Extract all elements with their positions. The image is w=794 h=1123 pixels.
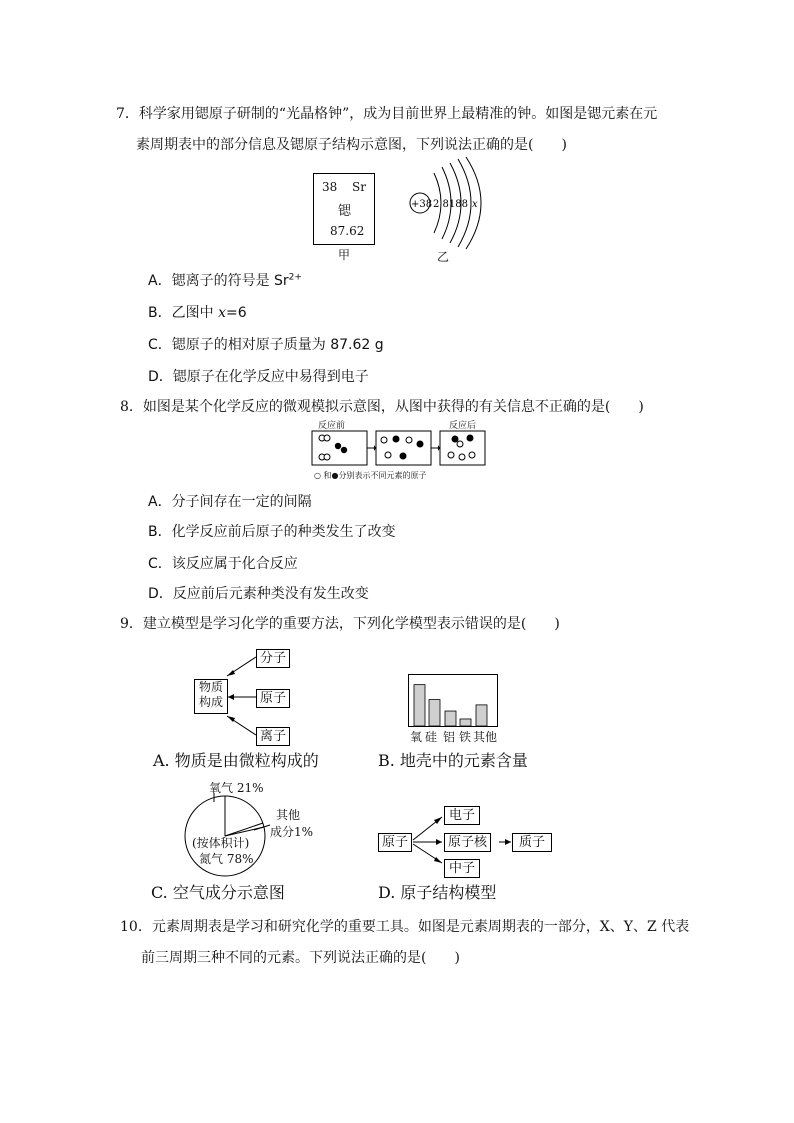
tick-label: 其他 (473, 730, 498, 744)
nitrogen-label: 氮气 78% (199, 852, 254, 866)
q7-option-b-var: x (218, 305, 226, 321)
label-after: 反应后 (449, 421, 477, 431)
q7-option-b[interactable] (148, 302, 247, 322)
bar-铝 (445, 711, 456, 726)
atomic-mass: 87.62 (330, 224, 365, 238)
nucleus-charge: +38 (411, 199, 433, 210)
tick-label: 氧 (410, 730, 423, 744)
panel-a-center-box (194, 679, 228, 714)
tick-label: 铁 (459, 730, 472, 744)
atom-box: 原子 (256, 689, 290, 708)
q10-stem-line2: 前三周期三种不同的元素。下列说法正确的是( ) (141, 950, 460, 966)
label-before: 反应前 (318, 421, 346, 431)
electron-x: x (472, 199, 478, 210)
nucleus-node: 原子核 (444, 833, 491, 852)
crust-element-bar-chart (408, 674, 500, 728)
caption-jia: 甲 (338, 248, 351, 262)
panel-c-caption: C. 空气成分示意图 (151, 883, 285, 902)
volume-label: (按体积计) (192, 836, 250, 850)
panel-a-center-line2: 构成 (198, 695, 223, 709)
electron-counts: 2 8188 (433, 199, 468, 210)
ion-box: 离子 (256, 727, 290, 746)
molecule-box: 分子 (256, 649, 290, 668)
q7-option-a-text: A．锶离子的符号是 Sr (148, 273, 289, 289)
caption-yi: 乙 (437, 250, 450, 264)
bar-其他 (476, 705, 487, 726)
reaction-legend: ○ 和●分别表示不同元素的原子 (314, 471, 427, 480)
q8-option-c[interactable]: C．该反应属于化合反应 (148, 556, 298, 572)
tick-label: 铝 (443, 730, 456, 744)
element-name: 锶 (338, 204, 352, 219)
atom-node: 原子 (378, 833, 412, 852)
q8-option-d[interactable]: D．反应前后元素种类没有发生改变 (148, 586, 369, 602)
q8-stem: 8．如图是某个化学反应的微观模拟示意图，从图中获得的有关信息不正确的是( ) (120, 399, 644, 415)
element-symbol: Sr (352, 180, 366, 194)
other-label-2: 成分1% (270, 825, 314, 839)
bar-硅 (429, 700, 440, 726)
q7-stem-line1: 7．科学家用锶原子研制的“光晶格钟”，成为目前世界上最精准的钟。如图是锶元素在元 (116, 106, 658, 122)
q7-option-b-value: =6 (225, 305, 247, 321)
atomic-number: 38 (322, 180, 338, 194)
periodic-cell-sr (313, 173, 375, 245)
q7-option-b-text: B．乙图中 (148, 305, 219, 321)
q7-option-d[interactable]: D．锶原子在化学反应中易得到电子 (148, 369, 369, 385)
tick-label: 硅 (425, 730, 438, 744)
panel-b-caption: B. 地壳中的元素含量 (378, 751, 528, 770)
proton-node: 质子 (512, 833, 552, 852)
q8-option-a[interactable]: A．分子间存在一定的间隔 (148, 494, 312, 510)
q10-stem-line1: 10．元素周期表是学习和研究化学的重要工具。如图是元素周期表的一部分，X、Y、Z 代表 (120, 919, 690, 935)
electron-node: 电子 (444, 806, 480, 825)
q7-stem-line2: 素周期表中的部分信息及锶原子结构示意图，下列说法正确的是( ) (136, 137, 567, 153)
q9-stem: 9．建立模型是学习化学的重要方法，下列化学模型表示错误的是( ) (120, 616, 560, 632)
bar-氧 (414, 685, 425, 726)
neutron-node: 中子 (444, 859, 480, 878)
other-label-1: 其他 (276, 808, 301, 822)
panel-a-caption: A. 物质是由微粒构成的 (153, 751, 319, 770)
reaction-diagram (310, 428, 490, 468)
panel-d-caption: D. 原子结构模型 (378, 883, 497, 902)
q7-option-a-charge: 2+ (288, 272, 302, 283)
atom-structure-diagram (400, 155, 490, 250)
bar-铁 (460, 719, 471, 726)
q8-option-b[interactable]: B．化学反应前后原子的种类发生了改变 (148, 524, 396, 540)
oxygen-label: 氧气 21% (209, 781, 264, 795)
q7-option-a[interactable] (148, 270, 302, 290)
q7-option-c[interactable]: C．锶原子的相对原子质量为 87.62 g (148, 337, 384, 353)
panel-a-center-line1: 物质 (198, 680, 223, 694)
